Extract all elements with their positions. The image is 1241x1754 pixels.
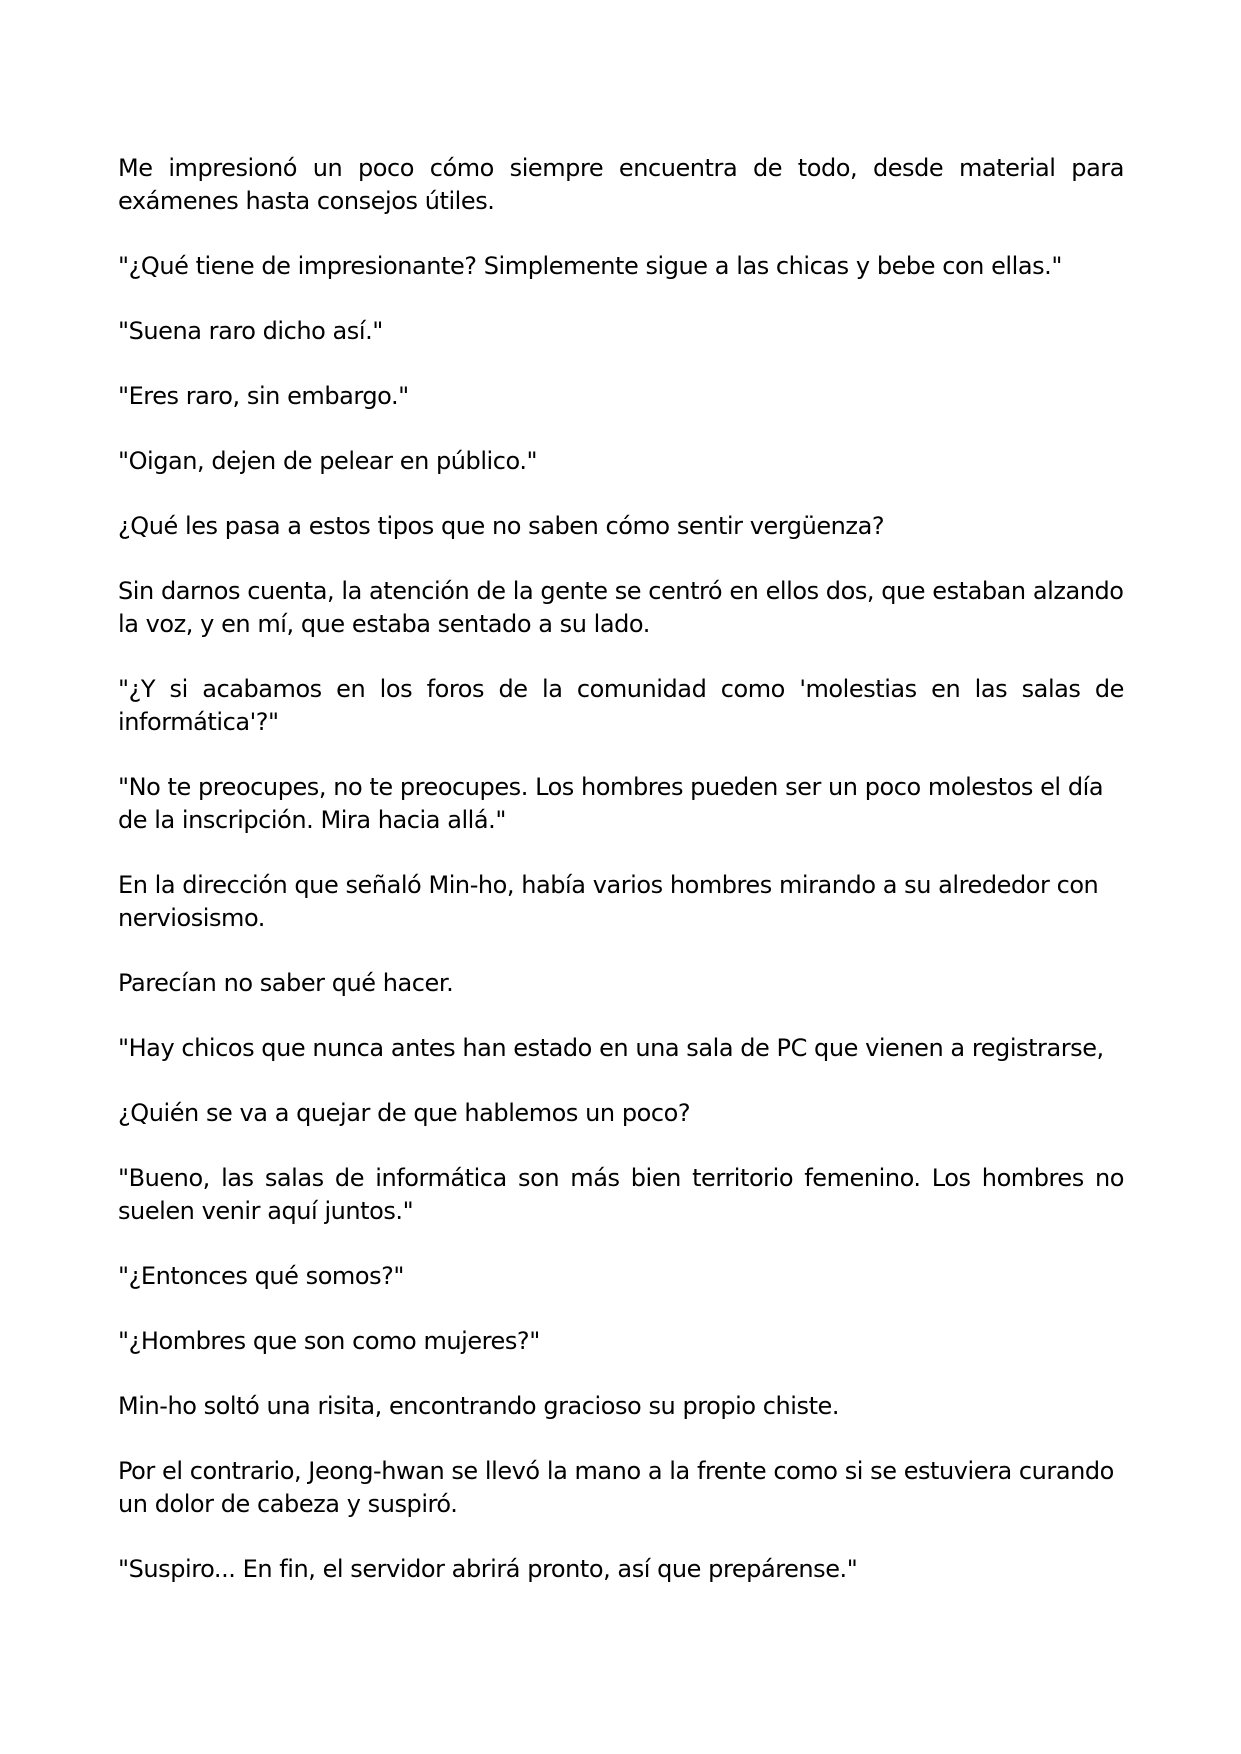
paragraph-7: Sin darnos cuenta, la atención de la gente se centró en ellos dos, que estaban alzando la voz, y en mí, que estaba sentado a su lado.: [118, 577, 1124, 638]
paragraph-1: Me impresionó un poco cómo siempre encuentra de todo, desde material para exámenes hasta consejos útiles.: [118, 154, 1124, 215]
paragraph-2: "¿Qué tiene de impresionante? Simplemente sigue a las chicas y bebe con ellas.": [118, 252, 1062, 280]
paragraph-6: ¿Qué les pasa a estos tipos que no saben cómo sentir vergüenza?: [118, 512, 885, 540]
paragraph-19: "Suspiro... En fin, el servidor abrirá pronto, así que prepárense.": [118, 1555, 858, 1583]
paragraph-18: Por el contrario, Jeong-hwan se llevó la mano a la frente como si se estuviera curando un dolor de cabeza y suspiró.: [118, 1457, 1114, 1518]
paragraph-11: Parecían no saber qué hacer.: [118, 969, 454, 997]
paragraph-12: "Hay chicos que nunca antes han estado en una sala de PC que vienen a registrarse,: [118, 1034, 1104, 1062]
paragraph-17: Min-ho soltó una risita, encontrando gracioso su propio chiste.: [118, 1392, 840, 1420]
paragraph-10: En la dirección que señaló Min-ho, había varios hombres mirando a su alrededor con nerviosismo.: [118, 871, 1099, 932]
paragraph-15: "¿Entonces qué somos?": [118, 1262, 405, 1290]
paragraph-9: "No te preocupes, no te preocupes. Los hombres pueden ser un poco molestos el día de la inscripción. Mira hacia allá.": [118, 773, 1104, 834]
paragraph-5: "Oigan, dejen de pelear en público.": [118, 447, 538, 475]
paragraph-4: "Eres raro, sin embargo.": [118, 382, 409, 410]
paragraph-13: ¿Quién se va a quejar de que hablemos un poco?: [118, 1099, 691, 1127]
paragraph-16: "¿Hombres que son como mujeres?": [118, 1327, 540, 1355]
paragraph-14: "Bueno, las salas de informática son más bien territorio femenino. Los hombres no suelen venir aquí juntos.": [118, 1164, 1124, 1225]
paragraph-8: "¿Y si acabamos en los foros de la comunidad como 'molestias en las salas de informática'?": [118, 675, 1124, 736]
document-body: [118, 152, 1124, 1618]
paragraph-3: "Suena raro dicho así.": [118, 317, 383, 345]
